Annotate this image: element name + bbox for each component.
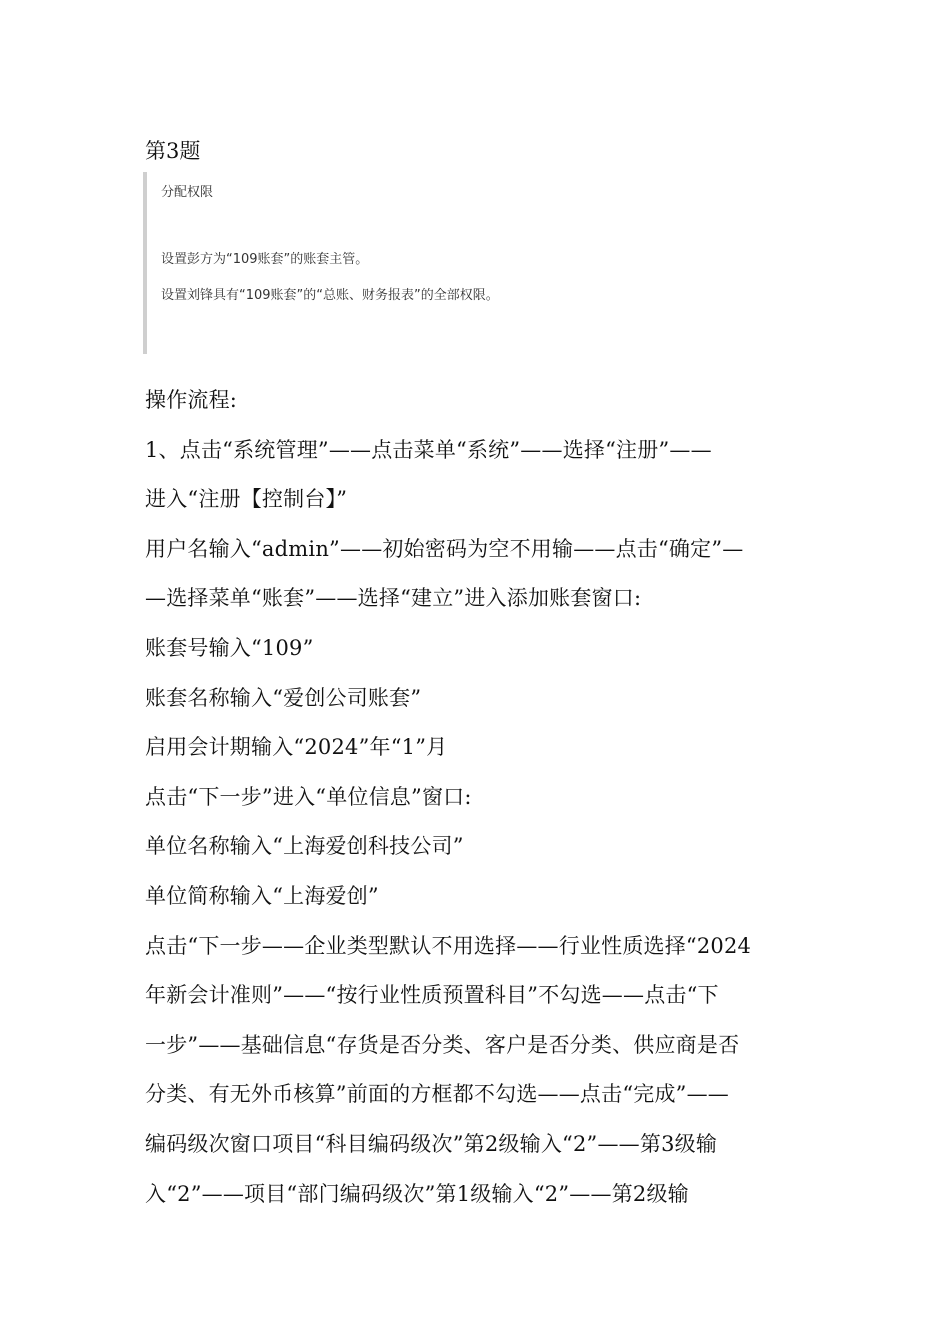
procedure-line: 启用会计期输入“2024”年“1”月 <box>145 735 448 760</box>
procedure-line: 入“2”——项目“部门编码级次”第1级输入“2”——第2级输 <box>145 1181 689 1206</box>
procedure-line: 分类、有无外币核算”前面的方框都不勾选——点击“完成”—— <box>145 1082 730 1107</box>
procedure-line: 点击“下一步”进入“单位信息”窗口: <box>145 784 472 809</box>
question-title: 第3题 <box>145 139 201 163</box>
procedure-line: 编码级次窗口项目“科目编码级次”第2级输入“2”——第3级输 <box>145 1131 718 1156</box>
procedure-line: 点击“下一步——企业类型默认不用选择——行业性质选择“2024 <box>145 933 752 958</box>
procedure-line: 年新会计准则”——“按行业性质预置科目”不勾选——点击“下 <box>145 983 719 1008</box>
procedure-line: 账套名称输入“爱创公司账套” <box>145 685 422 710</box>
task-heading: 分配权限 <box>161 185 214 200</box>
procedure-line: 单位简称输入“上海爱创” <box>145 883 379 908</box>
task-screenshot-box <box>143 172 707 354</box>
procedure-line: 1、点击“系统管理”——点击菜单“系统”——选择“注册”—— <box>145 437 712 462</box>
procedure-line: 用户名输入“admin”——初始密码为空不用输——点击“确定”— <box>145 536 744 561</box>
procedure-line: 进入“注册【控制台】” <box>145 487 348 512</box>
procedure-heading: 操作流程: <box>145 388 238 412</box>
procedure-line: 单位名称输入“上海爱创科技公司” <box>145 834 464 859</box>
task-requirement-1: 设置彭方为“109账套”的账套主管。 <box>161 252 369 267</box>
procedure-line: 一步”——基础信息“存货是否分类、客户是否分类、供应商是否 <box>145 1032 740 1057</box>
task-requirement-2: 设置刘锋具有“109账套”的“总账、财务报表”的全部权限。 <box>161 288 499 303</box>
procedure-text <box>145 384 810 1227</box>
procedure-line: —选择菜单“账套”——选择“建立”进入添加账套窗口: <box>145 586 642 611</box>
procedure-line: 账套号输入“109” <box>145 635 314 660</box>
